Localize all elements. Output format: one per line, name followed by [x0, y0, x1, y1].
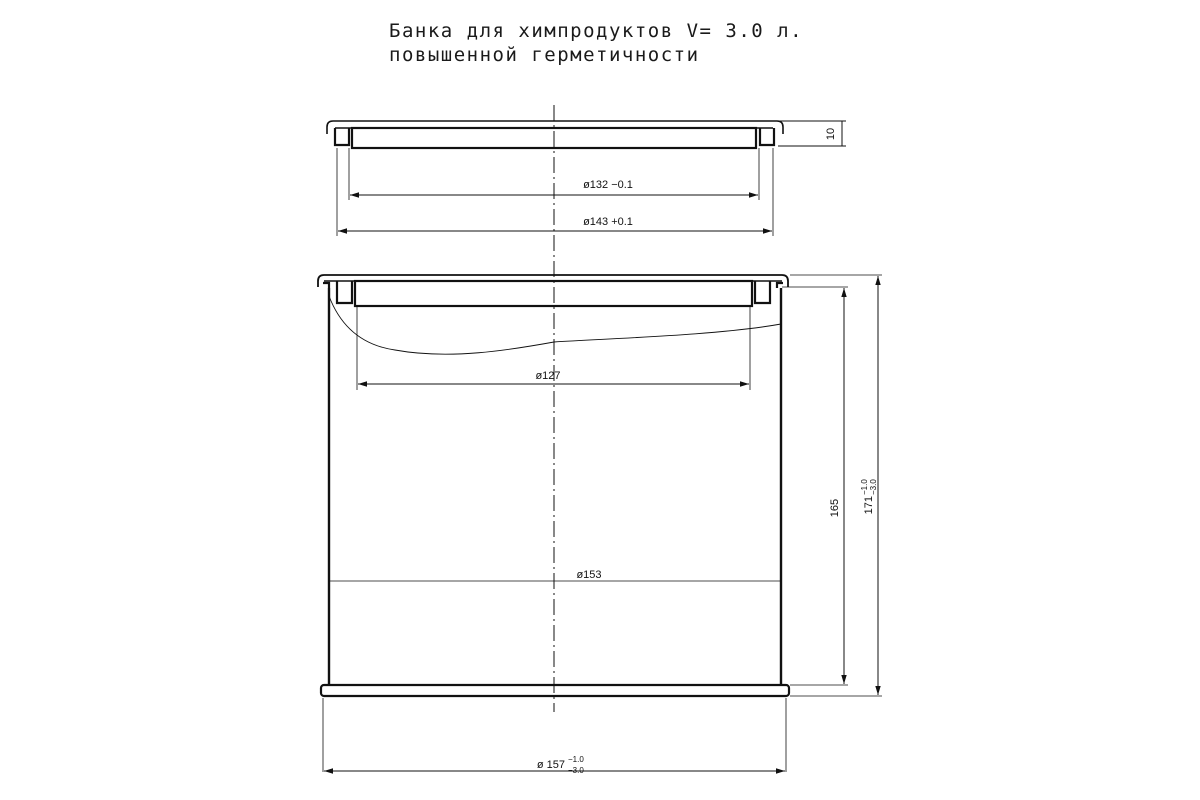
bottom-diameter-base: ø 157 — [536, 759, 565, 771]
neck-diameter-label: ø127 — [535, 370, 561, 382]
body-diameter-label: ø153 — [576, 569, 602, 581]
drawing-title-line-2: повышенной герметичности — [389, 44, 700, 66]
jar-drawing — [318, 275, 882, 772]
total-height-lower-tolerance: −3.0 — [869, 479, 878, 495]
total-height-upper-tolerance: −1.0 — [860, 479, 869, 495]
bottom-diameter-label — [537, 755, 584, 775]
body-height-label: 165 — [829, 498, 841, 518]
drawing-title-line-1: Банка для химпродуктов V= 3.0 л. — [389, 20, 804, 42]
total-height-label — [860, 479, 878, 515]
lid-outer-diameter-label: ø143 +0.1 — [583, 216, 633, 228]
total-height-base: 171 — [863, 496, 875, 515]
bottom-diameter-upper-tolerance: −1.0 — [568, 755, 584, 764]
bottom-diameter-lower-tolerance: −3.0 — [568, 766, 584, 775]
lid-height-label: 10 — [825, 127, 837, 141]
lid-inner-diameter-label: ø132 −0.1 — [583, 179, 633, 191]
